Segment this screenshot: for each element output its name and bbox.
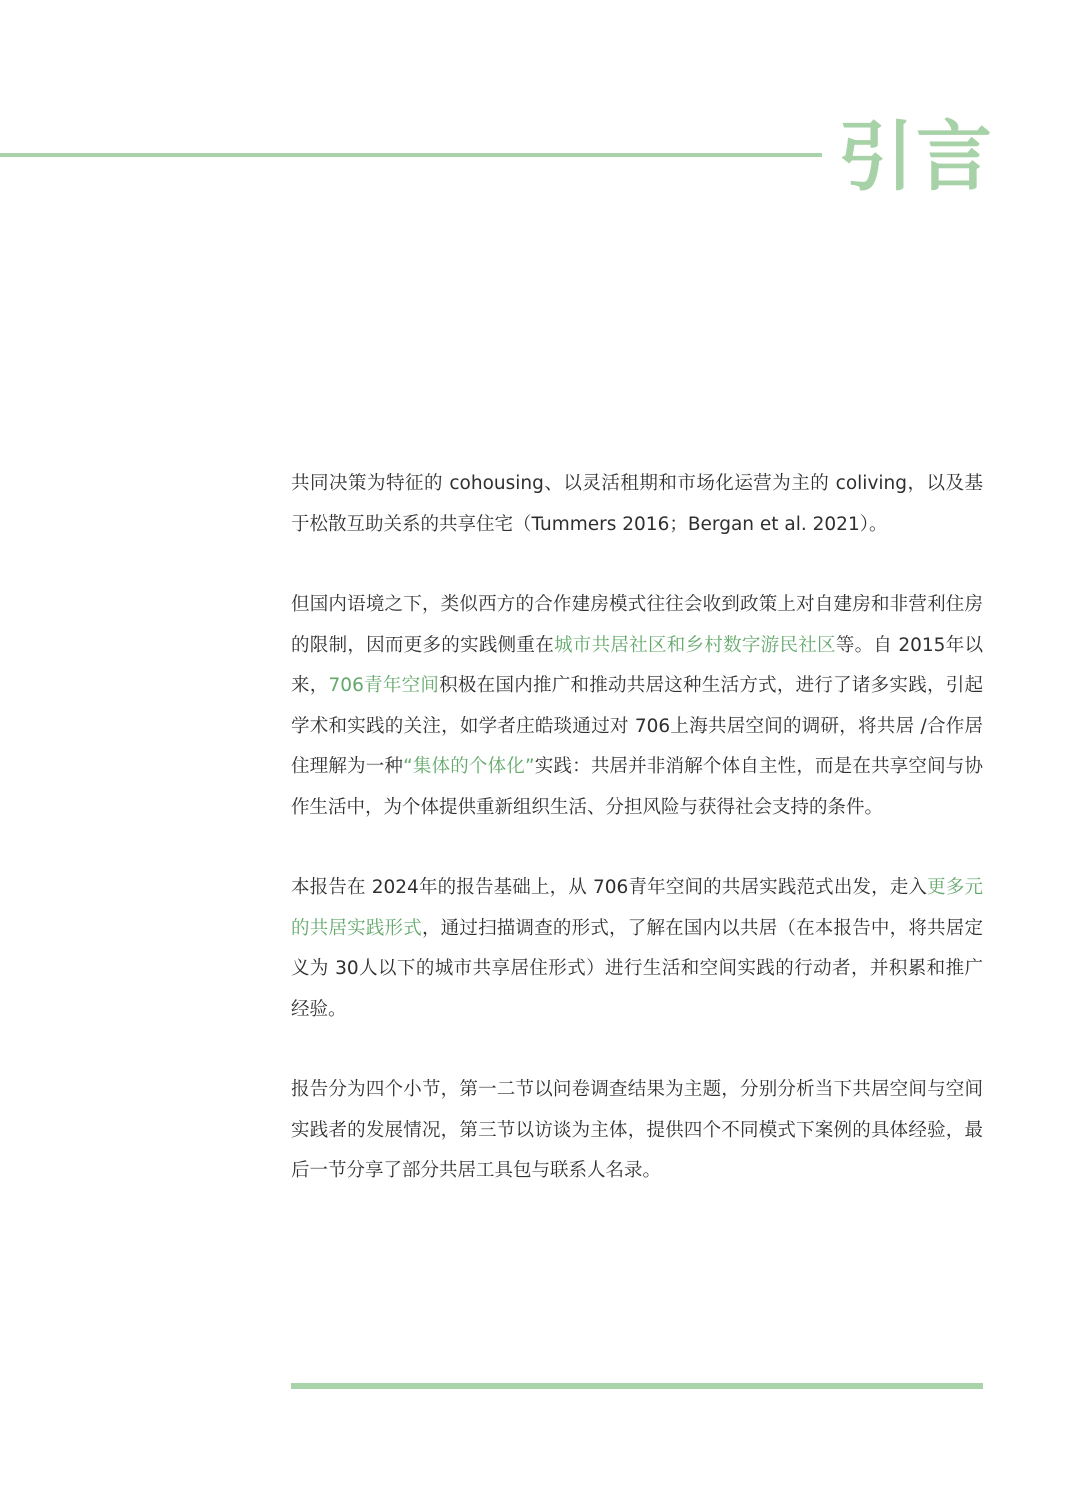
header-rule — [0, 153, 822, 157]
paragraph — [291, 868, 983, 1030]
paragraph — [291, 585, 983, 828]
body-text — [291, 464, 983, 1232]
paragraph-text: 但国内语境之下，类似西方的合作建房模式往往会收到政策上对自建房和非营利住房的限制，因而更多的实践侧重在 — [291, 594, 983, 656]
paragraph-text: 实践：共居并非消解个体自主性，而是在共享空间与协作生活中，为个体提供重新组织生活、分担风险与获得社会支持的条件。 — [291, 756, 983, 818]
paragraph-text: 报告分为四个小节，第一二节以问卷调查结果为主题，分别分析当下共居空间与空间实践者的发展情况，第三节以访谈为主体，提供四个不同模式下案例的具体经验，最后一节分享了部分共居工具包与联系人名录。 — [291, 1079, 983, 1181]
paragraph-text: 共同决策为特征的 cohousing、以灵活租期和市场化运营为主的 coliving，以及基于松散互助关系的共享住宅（Tummers 2016；Bergan et al. 2021）。 — [291, 473, 983, 535]
paragraph-text: ，通过扫描调查的形式，了解在国内以共居（在本报告中，将共居定义为 30人以下的城市共享居住形式）进行生活和空间实践的行动者，并积累和推广经验。 — [291, 917, 983, 1020]
highlighted-text: 更多元的共居实践形式 — [291, 877, 983, 939]
highlighted-text: 706青年空间 — [328, 675, 440, 696]
paragraph — [291, 464, 983, 545]
footer-rule — [291, 1383, 983, 1389]
paragraph-text: 等。自 2015年以来， — [291, 634, 983, 696]
paragraph — [291, 1070, 983, 1192]
paragraph-text: 积极在国内推广和推动共居这种生活方式，进行了诸多实践，引起学术和实践的关注，如学者庄皓琰通过对 706上海共居空间的调研，将共居 /合作居住理解为一种 — [291, 675, 983, 777]
highlighted-text: “集体的个体化” — [403, 756, 535, 777]
highlighted-text: 城市共居社区和乡村数字游民社区 — [554, 634, 836, 656]
paragraph-text: 本报告在 2024年的报告基础上，从 706青年空间的共居实践范式出发，走入 — [291, 877, 928, 898]
page-title: 引言 — [838, 112, 994, 201]
